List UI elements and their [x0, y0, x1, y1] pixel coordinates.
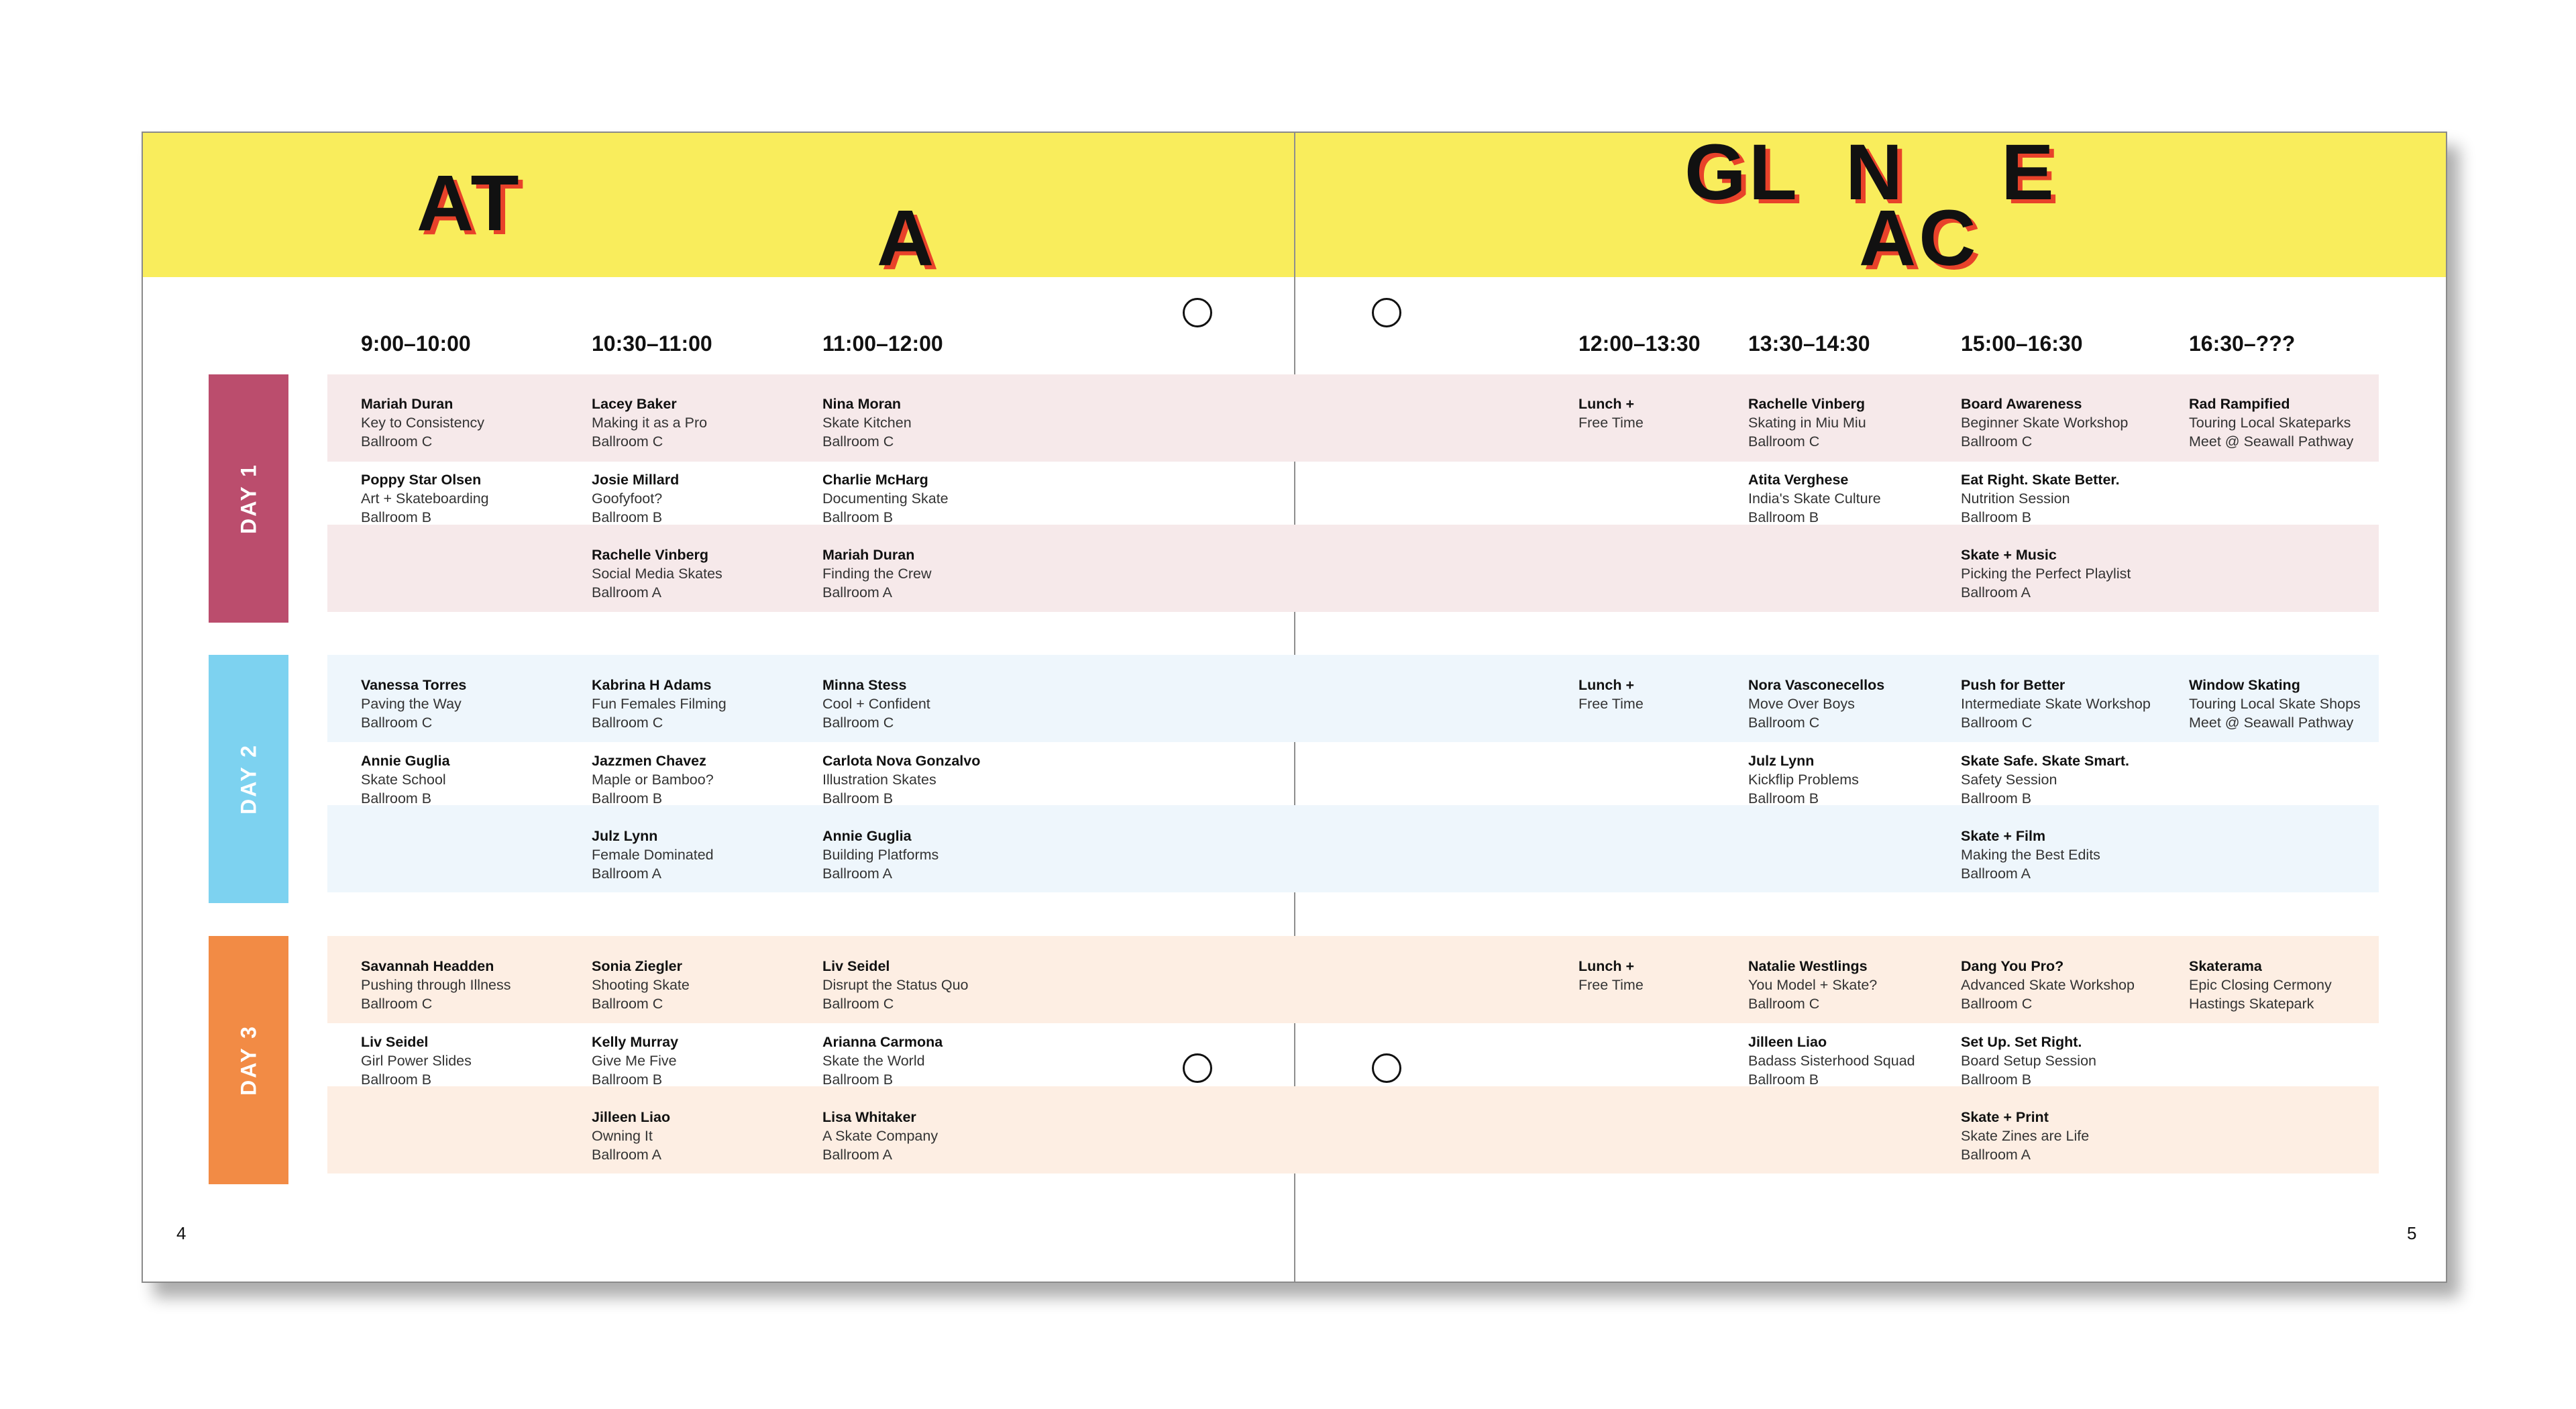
session-room: Ballroom A — [1961, 584, 2031, 601]
session-description: You Model + Skate? — [1748, 977, 1878, 993]
schedule-entry — [592, 470, 679, 527]
session-description: Give Me Five — [592, 1053, 677, 1069]
session-title: Skate Safe. Skate Smart. — [1961, 753, 2129, 769]
schedule-entry — [361, 1033, 472, 1089]
session-description: Disrupt the Status Quo — [822, 977, 969, 993]
session-title: Annie Guglia — [361, 753, 450, 769]
session-title: Window Skating — [2189, 677, 2300, 693]
session-room: Ballroom A — [592, 584, 661, 601]
session-description: Kickflip Problems — [1748, 772, 1859, 788]
session-title: Liv Seidel — [822, 958, 890, 974]
schedule-entry — [592, 827, 714, 883]
brochure-spread — [142, 128, 2447, 1283]
session-description: Intermediate Skate Workshop — [1961, 696, 2151, 712]
day-tab-3 — [209, 936, 288, 1184]
session-title: Eat Right. Skate Better. — [1961, 472, 2120, 488]
session-description: Skate Zines are Life — [1961, 1128, 2090, 1144]
schedule-entry — [1578, 676, 1644, 713]
session-room: Ballroom A — [1961, 1147, 2031, 1163]
session-title: Kabrina H Adams — [592, 677, 712, 693]
day-label: DAY 3 — [236, 1025, 260, 1096]
schedule-entry — [361, 470, 489, 527]
schedule-entry — [1961, 751, 2129, 808]
session-room: Ballroom C — [1748, 433, 1820, 450]
schedule-entry — [822, 827, 938, 883]
session-room: Ballroom C — [361, 433, 433, 450]
schedule-entry — [1748, 470, 1881, 527]
session-title: Natalie Westlings — [1748, 958, 1868, 974]
session-title: Annie Guglia — [822, 828, 912, 844]
binder-hole — [1183, 1053, 1212, 1083]
session-description: Free Time — [1578, 696, 1644, 712]
session-room: Ballroom A — [1961, 866, 2031, 882]
page-number-right: 5 — [2407, 1223, 2417, 1243]
session-title: Push for Better — [1961, 677, 2065, 693]
schedule-entry — [822, 470, 949, 527]
page-number-left: 4 — [176, 1223, 186, 1243]
session-description: Skate School — [361, 772, 446, 788]
session-title: Lisa Whitaker — [822, 1109, 916, 1125]
session-room: Ballroom B — [1961, 790, 2032, 806]
session-title: Lunch + — [1578, 958, 1635, 974]
session-title: Jazzmen Chavez — [592, 753, 706, 769]
session-title: Liv Seidel — [361, 1034, 429, 1050]
session-room: Ballroom A — [592, 866, 661, 882]
session-room: Ballroom B — [361, 509, 432, 525]
session-room: Ballroom A — [822, 1147, 892, 1163]
session-description: Move Over Boys — [1748, 696, 1855, 712]
session-room: Ballroom A — [822, 866, 892, 882]
day-tab-1 — [209, 374, 288, 623]
session-description: Art + Skateboarding — [361, 490, 489, 507]
session-room: Meet @ Seawall Pathway — [2189, 433, 2354, 450]
schedule-entry — [592, 957, 690, 1013]
time-header: 12:00–13:30 — [1578, 331, 1701, 356]
session-description: Skate the World — [822, 1053, 925, 1069]
title-letters: AT — [417, 159, 522, 248]
session-title: Nina Moran — [822, 396, 902, 412]
session-room: Ballroom C — [1748, 715, 1820, 731]
session-room: Ballroom C — [822, 996, 894, 1012]
schedule-entry — [1961, 545, 2131, 602]
session-room: Ballroom B — [1748, 790, 1819, 806]
day-label: DAY 2 — [236, 743, 260, 815]
schedule-entry — [1578, 957, 1644, 994]
time-header: 16:30–??? — [2189, 331, 2296, 356]
schedule-entry — [822, 957, 969, 1013]
session-title: Savannah Headden — [361, 958, 494, 974]
session-description: Free Time — [1578, 415, 1644, 431]
session-description: India's Skate Culture — [1748, 490, 1881, 507]
session-title: Kelly Murray — [592, 1034, 679, 1050]
title-letters: AC — [1859, 194, 1979, 282]
session-title: Vanessa Torres — [361, 677, 467, 693]
schedule-entry — [592, 676, 727, 732]
session-room: Ballroom B — [1748, 509, 1819, 525]
session-title: Rad Rampified — [2189, 396, 2290, 412]
session-room: Ballroom C — [361, 715, 433, 731]
session-description: Making the Best Edits — [1961, 847, 2100, 863]
title-letters: GL — [1684, 128, 1800, 217]
session-title: Charlie McHarg — [822, 472, 928, 488]
session-description: Badass Sisterhood Squad — [1748, 1053, 1915, 1069]
schedule-entry — [1748, 751, 1859, 808]
session-title: Rachelle Vinberg — [592, 547, 709, 563]
session-title: Mariah Duran — [822, 547, 915, 563]
title-letters: A — [877, 194, 937, 282]
schedule-entry — [361, 751, 450, 808]
session-room: Ballroom C — [1961, 996, 2033, 1012]
session-room: Ballroom B — [1961, 509, 2032, 525]
schedule-entry — [1961, 957, 2135, 1013]
session-description: A Skate Company — [822, 1128, 938, 1144]
schedule-entry — [2189, 676, 2361, 732]
schedule-entry — [1961, 470, 2120, 527]
day-tab-2 — [209, 655, 288, 903]
session-description: Beginner Skate Workshop — [1961, 415, 2129, 431]
session-description: Goofyfoot? — [592, 490, 663, 507]
session-title: Jilleen Liao — [1748, 1034, 1827, 1050]
session-description: Cool + Confident — [822, 696, 930, 712]
session-description: Safety Session — [1961, 772, 2057, 788]
session-title: Atita Verghese — [1748, 472, 1849, 488]
session-description: Making it as a Pro — [592, 415, 708, 431]
schedule-entry — [361, 676, 466, 732]
session-room: Hastings Skatepark — [2189, 996, 2314, 1012]
schedule-entry — [1748, 395, 1866, 451]
schedule-entry — [592, 751, 714, 808]
session-room: Ballroom C — [1961, 433, 2033, 450]
schedule-entry — [822, 545, 932, 602]
session-title: Skaterama — [2189, 958, 2262, 974]
session-room: Ballroom C — [592, 433, 663, 450]
session-description: Free Time — [1578, 977, 1644, 993]
schedule-entry — [592, 545, 722, 602]
session-description: Touring Local Skate Shops — [2189, 696, 2361, 712]
binder-hole — [1372, 1053, 1401, 1083]
session-room: Ballroom B — [822, 1072, 894, 1088]
session-room: Ballroom B — [592, 509, 663, 525]
session-room: Ballroom C — [592, 715, 663, 731]
session-title: Julz Lynn — [1748, 753, 1815, 769]
schedule-entry — [1748, 676, 1884, 732]
time-header: 10:30–11:00 — [592, 331, 712, 356]
session-title: Lacey Baker — [592, 396, 677, 412]
schedule-entry — [592, 1108, 670, 1164]
session-title: Set Up. Set Right. — [1961, 1034, 2082, 1050]
session-description: Building Platforms — [822, 847, 939, 863]
time-header: 9:00–10:00 — [361, 331, 471, 356]
session-title: Lunch + — [1578, 677, 1635, 693]
session-room: Ballroom B — [361, 1072, 432, 1088]
session-title: Arianna Carmona — [822, 1034, 943, 1050]
session-room: Ballroom C — [822, 433, 894, 450]
day-label: DAY 1 — [236, 463, 260, 534]
title-letters: N — [1845, 128, 1906, 217]
session-description: Girl Power Slides — [361, 1053, 472, 1069]
schedule-entry — [592, 395, 707, 451]
schedule-entry — [822, 1108, 938, 1164]
schedule-entry — [1961, 1108, 2089, 1164]
schedule-entry — [1748, 957, 1877, 1013]
session-room: Ballroom B — [592, 1072, 663, 1088]
session-description: Documenting Skate — [822, 490, 949, 507]
session-title: Lunch + — [1578, 396, 1635, 412]
session-description: Female Dominated — [592, 847, 714, 863]
session-description: Touring Local Skateparks — [2189, 415, 2351, 431]
session-room: Ballroom C — [1748, 996, 1820, 1012]
session-room: Ballroom B — [1961, 1072, 2032, 1088]
session-room: Ballroom B — [822, 790, 894, 806]
session-room: Ballroom A — [592, 1147, 661, 1163]
schedule-entry — [1578, 395, 1644, 432]
time-header: 11:00–12:00 — [822, 331, 943, 356]
schedule-entry — [1961, 1033, 2096, 1089]
session-title: Poppy Star Olsen — [361, 472, 482, 488]
time-header: 13:30–14:30 — [1748, 331, 1870, 356]
session-title: Josie Millard — [592, 472, 680, 488]
session-title: Julz Lynn — [592, 828, 658, 844]
session-title: Minna Stess — [822, 677, 907, 693]
schedule-entry — [361, 395, 484, 451]
session-title: Skate + Music — [1961, 547, 2057, 563]
schedule-entry — [822, 751, 980, 808]
session-title: Mariah Duran — [361, 396, 453, 412]
session-title: Skate + Print — [1961, 1109, 2049, 1125]
schedule-entry — [592, 1033, 678, 1089]
session-description: Maple or Bamboo? — [592, 772, 714, 788]
session-room: Ballroom B — [592, 790, 663, 806]
schedule-entry — [1961, 676, 2151, 732]
session-room: Ballroom C — [1961, 715, 2033, 731]
session-description: Fun Females Filming — [592, 696, 727, 712]
session-description: Shooting Skate — [592, 977, 690, 993]
session-room: Ballroom B — [822, 509, 894, 525]
binder-hole — [1183, 298, 1212, 327]
schedule-entry — [822, 676, 930, 732]
session-room: Ballroom C — [361, 996, 433, 1012]
session-description: Paving the Way — [361, 696, 462, 712]
session-description: Advanced Skate Workshop — [1961, 977, 2135, 993]
session-description: Skate Kitchen — [822, 415, 912, 431]
session-description: Picking the Perfect Playlist — [1961, 566, 2131, 582]
session-title: Jilleen Liao — [592, 1109, 671, 1125]
session-room: Ballroom C — [592, 996, 663, 1012]
session-room: Meet @ Seawall Pathway — [2189, 715, 2354, 731]
session-description: Skating in Miu Miu — [1748, 415, 1866, 431]
session-description: Social Media Skates — [592, 566, 722, 582]
session-description: Owning It — [592, 1128, 653, 1144]
session-room: Ballroom B — [1748, 1072, 1819, 1088]
session-title: Dang You Pro? — [1961, 958, 2064, 974]
session-room: Ballroom B — [361, 790, 432, 806]
session-title: Skate + Film — [1961, 828, 2046, 844]
schedule-entry — [2189, 395, 2353, 451]
schedule-entry — [2189, 957, 2332, 1013]
schedule-entry — [1961, 395, 2128, 451]
session-room: Ballroom A — [822, 584, 892, 601]
session-description: Board Setup Session — [1961, 1053, 2096, 1069]
schedule-entry — [1961, 827, 2100, 883]
session-description: Key to Consistency — [361, 415, 485, 431]
schedule-entry — [361, 957, 511, 1013]
session-description: Nutrition Session — [1961, 490, 2070, 507]
title-letters: E — [2001, 128, 2057, 217]
time-header: 15:00–16:30 — [1961, 331, 2083, 356]
session-room: Ballroom C — [822, 715, 894, 731]
session-description: Pushing through Illness — [361, 977, 511, 993]
session-description: Epic Closing Cermony — [2189, 977, 2332, 993]
schedule-entry — [822, 1033, 943, 1089]
session-title: Sonia Ziegler — [592, 958, 683, 974]
session-title: Carlota Nova Gonzalvo — [822, 753, 981, 769]
session-title: Nora Vasconecellos — [1748, 677, 1885, 693]
binder-hole — [1372, 298, 1401, 327]
session-description: Illustration Skates — [822, 772, 936, 788]
schedule-entry — [822, 395, 912, 451]
session-description: Finding the Crew — [822, 566, 932, 582]
schedule-entry — [1748, 1033, 1915, 1089]
session-title: Rachelle Vinberg — [1748, 396, 1866, 412]
session-title: Board Awareness — [1961, 396, 2082, 412]
